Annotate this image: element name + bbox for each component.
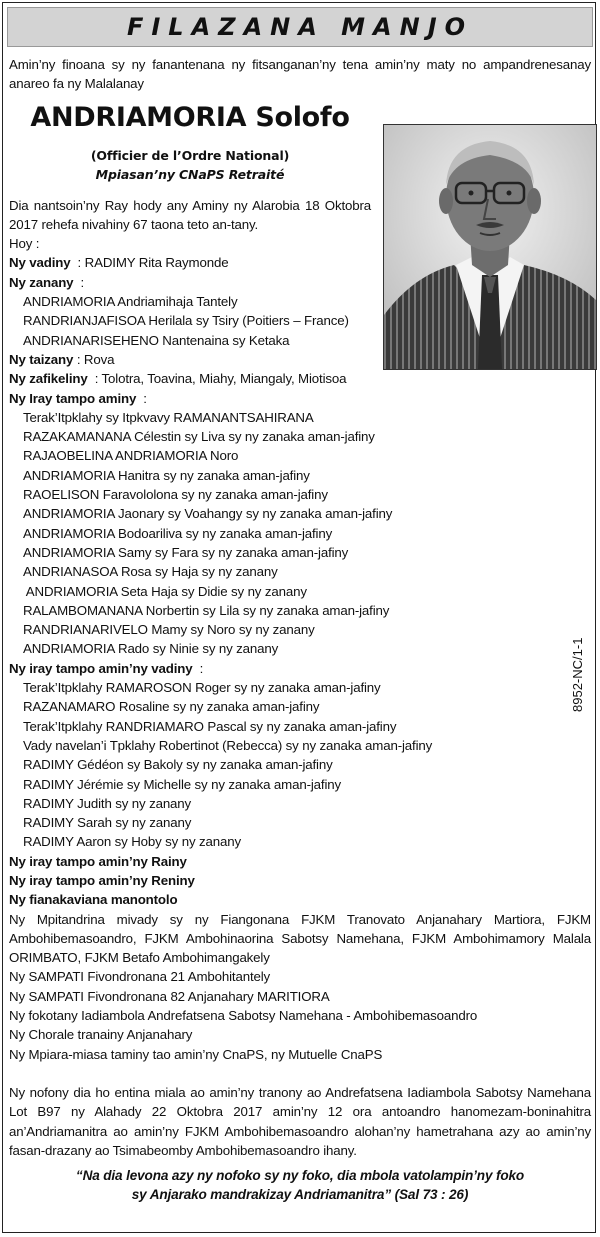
list-item: Ny SAMPATI Fivondronana 82 Anjanahary MARITIORA — [9, 988, 330, 1004]
iray-tampo-aminy-row — [9, 389, 591, 408]
deceased-title-1: (Officier de l’Ordre National) — [90, 147, 290, 163]
list-item: RADIMY Judith sy ny zanany — [23, 795, 192, 811]
page-title: FILAZANA MANJO — [126, 13, 474, 41]
deceased-title-2: Mpiasan’ny CNaPS Retraité — [95, 166, 285, 182]
quote-line-2: sy Anjarako mandrakizay Andriamanitra” (Sal 73 : 26) — [131, 1187, 469, 1203]
list-item: Terak’Itpklahy RAMAROSON Roger sy ny zanaka aman-jafiny — [23, 680, 381, 696]
vadiny-label: Ny vadiny — [9, 255, 71, 271]
header-banner — [7, 7, 593, 47]
list-item: Terak’Itpklahy sy Itpkvavy RAMANANTSAHIRANA — [23, 409, 314, 425]
fianakaviana-heading: Ny fianakaviana manontolo — [9, 892, 178, 908]
zafikeliny-label: Ny zafikeliny — [9, 371, 88, 387]
list-item: RANDRIANARIVELO Mamy sy Noro sy ny zanany — [23, 622, 315, 638]
list-item: Ny SAMPATI Fivondronana 21 Ambohitantely — [9, 969, 271, 985]
reference-code: 8952-NC/1-1 — [570, 637, 585, 712]
list-item: Ny Mpiara-miasa taminy tao amin’ny CnaPS, ny Mutuelle CnaPS — [9, 1046, 383, 1062]
deceased-block — [9, 100, 371, 184]
deceased-name: ANDRIAMORIA Solofo — [30, 101, 350, 133]
list-item: ANDRIANASOA Rosa sy Haja sy ny zanany — [23, 564, 278, 580]
iray-tampo-aminy-colon: : — [136, 390, 147, 406]
obituary-content — [9, 55, 591, 1204]
list-item: RADIMY Jérémie sy Michelle sy ny zanaka aman-jafiny — [23, 776, 341, 792]
list-item: RALAMBOMANANA Norbertin sy Lila sy ny zanaka aman-jafiny — [23, 602, 390, 618]
reniny-heading: Ny iray tampo amin’ny Reniny — [9, 872, 195, 888]
list-item: Ny Chorale tranainy Anjanahary — [9, 1027, 193, 1043]
list-item: ANDRIAMORIA Jaonary sy Voahangy sy ny zanaka aman-jafiny — [23, 506, 393, 522]
funeral-text: Ny nofony dia ho entina miala ao amin’ny tranony ao Andrefatsena Iadiambola Sabotsy Namehana Lot B97 ny Alahady 22 Oktobra 2017 amin’ny 12 ora antoandro hanomezam-boninahitra an’Andriamanitra ao amin’ny FJKM Ambohibemasoandro alohan’ny hametrahana azy ao amin’ny fasan-drazany ao Tsimabeomby Ambohibemasoandro ihany. — [9, 1084, 591, 1158]
intro-text: Amin’ny finoana sy ny fanantenana ny fitsanganan’ny tena amin’ny maty no ampandrenesanay anareo fa ny Malalanay — [9, 57, 591, 92]
iray-tampo-vadiny-row — [9, 659, 591, 678]
list-item: RADIMY Sarah sy ny zanany — [23, 815, 192, 831]
list-item: ANDRIAMORIA Samy sy Fara sy ny zanaka aman-jafiny — [23, 544, 349, 560]
iray-tampo-aminy-label: Ny Iray tampo aminy — [9, 390, 137, 406]
list-item: Terak’Itpklahy RANDRIAMARO Pascal sy ny zanaka aman-jafiny — [23, 718, 397, 734]
list-item: Ny fokotany Iadiambola Andrefatsena Sabotsy Namehana - Ambohibemasoandro — [9, 1008, 478, 1024]
list-item: RANDRIANJAFISOA Herilala sy Tsiry (Poitiers – France) — [23, 313, 349, 329]
taizany-label: Ny taizany — [9, 351, 74, 367]
list-item: RADIMY Aaron sy Hoby sy ny zanany — [23, 834, 241, 850]
vadiny-value: : RADIMY Rita Raymonde — [70, 255, 229, 271]
zafikeliny-value: : Tolotra, Toavina, Miahy, Miangaly, Miotisoa — [87, 371, 347, 387]
zanany-colon: : — [73, 274, 85, 290]
list-item: RAZANAMARO Rosaline sy ny zanaka aman-jafiny — [23, 699, 320, 715]
list-item: ANDRIAMORIA Andriamihaja Tantely — [23, 294, 238, 310]
list-item: Ny Mpitandrina mivady sy ny Fiangonana FJKM Tranovato Anjanahary Martiora, FJKM Ambohibemasoandro, FJKM Ambohinaorina Sabotsy Namehana, FJKM Ambohimamory Malala ORIMBATO, FJKM Betafo Ambohimangakely — [9, 911, 591, 966]
quote-line-1: “Na dia levona azy ny nofoko sy ny foko, dia mbola vatolampin’ny foko — [75, 1168, 525, 1184]
zafikeliny-row — [9, 369, 591, 388]
taizany-value: : Rova — [73, 351, 115, 367]
list-item: RAJAOBELINA ANDRIAMORIA Noro — [23, 448, 239, 464]
list-item: ANDRIANARISEHENO Nantenaina sy Ketaka — [23, 332, 290, 348]
list-item: Vady navelan’i Tpklahy Robertinot (Rebecca) sy ny zanaka aman-jafiny — [23, 737, 433, 753]
list-item: RADIMY Gédéon sy Bakoly sy ny zanaka aman-jafiny — [23, 757, 333, 773]
iray-tampo-vadiny-colon: : — [192, 660, 204, 676]
list-item: ANDRIAMORIA Hanitra sy ny zanaka aman-jafiny — [23, 467, 310, 483]
list-item: ANDRIAMORIA Bodoariliva sy ny zanaka aman-jafiny — [23, 525, 333, 541]
iray-tampo-vadiny-label: Ny iray tampo amin’ny vadiny — [9, 660, 193, 676]
list-item: RAOELISON Faravololona sy ny zanaka aman-jafiny — [23, 487, 328, 503]
list-item: ANDRIAMORIA Rado sy Ninie sy ny zanany — [23, 641, 279, 657]
announcement-text: Dia nantsoin’ny Ray hody any Aminy ny Alarobia 18 Oktobra 2017 rehefa nivahiny 67 taona teto an-tany. — [9, 197, 371, 232]
rainy-heading: Ny iray tampo amin’ny Rainy — [9, 853, 187, 869]
bible-quote — [9, 1166, 591, 1204]
zanany-label: Ny zanany — [9, 274, 74, 290]
portrait-photo — [383, 124, 597, 370]
hoy-label: Hoy : — [9, 236, 40, 252]
list-item: ANDRIAMORIA Seta Haja sy Didie sy ny zanany — [23, 583, 307, 599]
portrait-image — [384, 125, 596, 369]
list-item: RAZAKAMANANA Célestin sy Liva sy ny zanaka aman-jafiny — [23, 429, 375, 445]
